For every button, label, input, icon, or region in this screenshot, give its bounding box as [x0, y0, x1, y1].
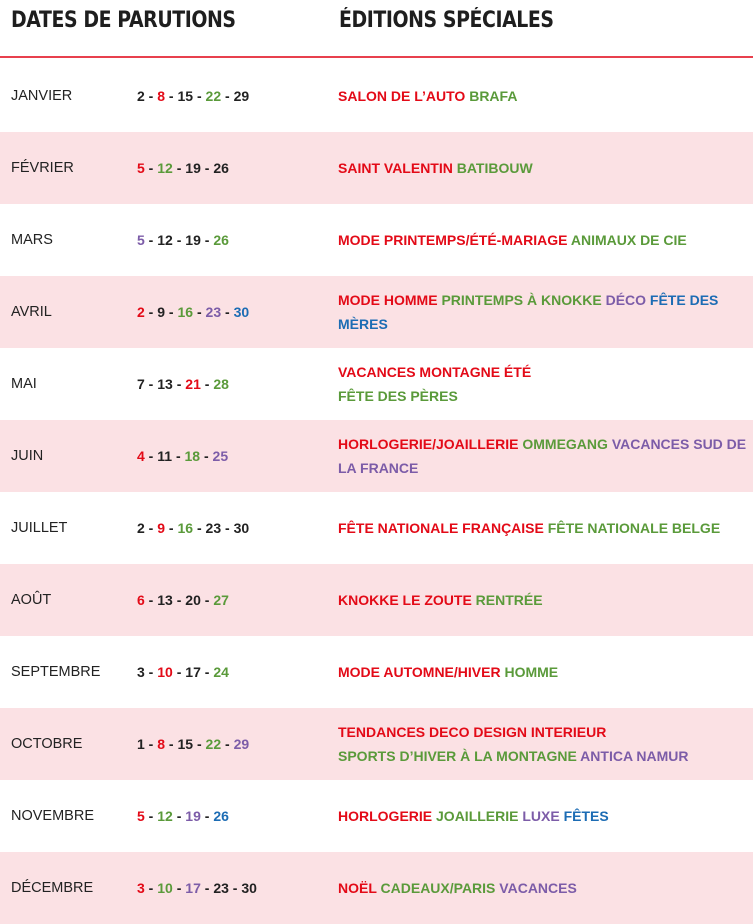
date-value: 3	[137, 664, 145, 680]
edition-label: MODE AUTOMNE/HIVER	[338, 664, 501, 680]
month-label: JUILLET	[11, 520, 68, 536]
edition-label: LUXE	[522, 808, 560, 824]
date-value: 21	[185, 376, 201, 392]
date-separator: -	[200, 808, 214, 824]
edition-label: OMMEGANG	[522, 436, 608, 452]
edition-label: FÊTE DES MÈRES	[338, 292, 719, 332]
date-value: 5	[137, 808, 145, 824]
date-separator: -	[200, 448, 213, 464]
edition-label: VACANCES MONTAGNE ÉTÉ	[338, 364, 532, 380]
edition-label: FÊTE DES PÈRES	[338, 388, 458, 404]
date-value: 29	[233, 88, 250, 104]
date-separator: -	[172, 448, 185, 464]
date-value: 5	[137, 160, 145, 176]
date-separator: -	[144, 160, 158, 176]
month-label: JUIN	[11, 448, 44, 464]
table-row	[0, 636, 753, 708]
edition-label: ANTICA NAMUR	[580, 748, 689, 764]
publication-dates	[137, 780, 229, 852]
special-editions	[338, 852, 748, 924]
edition-label: FÊTES	[563, 808, 609, 824]
date-value: 23	[205, 304, 222, 320]
month-label: AVRIL	[11, 304, 52, 320]
publication-dates	[137, 492, 249, 564]
publication-dates	[137, 276, 249, 348]
date-value: 10	[157, 880, 173, 896]
date-separator: -	[165, 88, 178, 104]
date-value: 2	[137, 88, 145, 104]
table-row	[0, 204, 753, 276]
table-row	[0, 60, 753, 132]
date-value: 4	[137, 448, 145, 464]
publication-dates	[137, 852, 257, 924]
date-separator: -	[193, 520, 206, 536]
special-editions	[338, 132, 748, 204]
date-separator: -	[172, 664, 186, 680]
date-separator: -	[221, 520, 234, 536]
date-value: 1	[137, 736, 145, 752]
date-value: 10	[157, 664, 173, 680]
date-separator: -	[144, 808, 158, 824]
month-label: OCTOBRE	[11, 736, 83, 752]
date-separator: -	[172, 160, 186, 176]
date-value: 22	[205, 736, 222, 752]
date-value: 12	[157, 232, 173, 248]
date-value: 30	[241, 880, 257, 896]
date-separator: -	[172, 376, 186, 392]
date-value: 28	[213, 376, 229, 392]
date-separator: -	[172, 880, 186, 896]
edition-label: VACANCES SUD DE LA FRANCE	[338, 436, 747, 476]
month-label: MARS	[11, 232, 53, 248]
date-separator: -	[144, 520, 158, 536]
date-separator: -	[144, 736, 158, 752]
edition-label: HORLOGERIE	[338, 808, 433, 824]
date-value: 3	[137, 880, 145, 896]
month-label: SEPTEMBRE	[11, 664, 101, 680]
date-separator: -	[193, 88, 206, 104]
edition-label: NOËL	[338, 880, 377, 896]
date-value: 15	[177, 88, 194, 104]
edition-label: MODE PRINTEMPS/ÉTÉ-MARIAGE	[338, 232, 568, 248]
date-value: 18	[184, 448, 201, 464]
date-value: 9	[157, 520, 166, 536]
special-editions	[338, 276, 748, 348]
date-separator: -	[228, 880, 242, 896]
date-separator: -	[144, 664, 158, 680]
special-editions	[338, 564, 748, 636]
edition-label: TENDANCES DECO DESIGN INTERIEUR	[338, 724, 607, 740]
date-separator: -	[144, 88, 158, 104]
date-value: 6	[137, 592, 145, 608]
month-label: AOÛT	[11, 592, 52, 608]
date-separator: -	[165, 520, 178, 536]
date-value: 12	[157, 808, 173, 824]
date-separator: -	[221, 736, 234, 752]
month-label: FÉVRIER	[11, 160, 74, 176]
edition-label: CADEAUX/PARIS	[380, 880, 496, 896]
date-separator: -	[144, 880, 158, 896]
date-value: 30	[233, 304, 250, 320]
date-value: 29	[233, 736, 250, 752]
date-separator: -	[200, 232, 214, 248]
date-value: 20	[185, 592, 201, 608]
table-header	[0, 0, 753, 58]
table-row	[0, 348, 753, 420]
month-label: NOVEMBRE	[11, 808, 94, 824]
publication-dates	[137, 348, 229, 420]
date-value: 2	[137, 304, 145, 320]
publication-dates	[137, 636, 229, 708]
edition-label: KNOKKE LE ZOUTE	[338, 592, 472, 608]
edition-label: MODE HOMME	[338, 292, 438, 308]
date-separator: -	[200, 376, 214, 392]
date-value: 30	[233, 520, 250, 536]
publication-dates	[137, 204, 229, 276]
publication-dates	[137, 132, 229, 204]
dates-column-title: DATES DE PARUTIONS	[11, 8, 236, 33]
special-editions	[338, 636, 748, 708]
date-separator: -	[165, 736, 178, 752]
table-row	[0, 708, 753, 780]
date-value: 23	[205, 520, 222, 536]
date-separator: -	[144, 376, 158, 392]
schedule-table	[0, 60, 753, 924]
date-value: 16	[177, 304, 194, 320]
month-label: MAI	[11, 376, 37, 392]
table-row	[0, 780, 753, 852]
date-value: 24	[213, 664, 229, 680]
edition-label: SPORTS D’HIVER À LA MONTAGNE	[338, 748, 577, 764]
edition-label: DÉCO	[605, 292, 647, 308]
edition-label: VACANCES	[499, 880, 577, 896]
date-value: 12	[157, 160, 173, 176]
date-value: 22	[205, 88, 222, 104]
edition-label: HORLOGERIE/JOAILLERIE	[338, 436, 519, 452]
special-editions	[338, 204, 748, 276]
date-value: 9	[157, 304, 166, 320]
date-separator: -	[172, 808, 186, 824]
date-value: 8	[157, 88, 166, 104]
edition-label: ANIMAUX DE CIE	[570, 232, 687, 248]
table-row	[0, 492, 753, 564]
edition-label: SALON DE L’AUTO	[338, 88, 466, 104]
special-editions	[338, 708, 748, 780]
date-value: 26	[213, 808, 229, 824]
date-separator: -	[165, 304, 178, 320]
table-row	[0, 132, 753, 204]
date-value: 25	[212, 448, 229, 464]
edition-label: BRAFA	[469, 88, 518, 104]
special-editions	[338, 420, 748, 492]
publication-dates	[137, 60, 249, 132]
publication-dates	[137, 708, 249, 780]
date-separator: -	[200, 664, 214, 680]
edition-label: SAINT VALENTIN	[338, 160, 453, 176]
date-value: 16	[177, 520, 194, 536]
date-value: 26	[213, 232, 229, 248]
date-value: 23	[213, 880, 229, 896]
edition-label: PRINTEMPS À KNOKKE	[441, 292, 602, 308]
date-separator: -	[221, 304, 234, 320]
date-value: 17	[185, 880, 201, 896]
date-value: 15	[177, 736, 194, 752]
date-separator: -	[200, 160, 214, 176]
month-label: JANVIER	[11, 88, 73, 104]
date-value: 13	[157, 376, 173, 392]
date-separator: -	[200, 592, 214, 608]
edition-label: HOMME	[504, 664, 559, 680]
date-value: 19	[185, 160, 201, 176]
date-separator: -	[193, 304, 206, 320]
special-editions	[338, 348, 748, 420]
date-value: 19	[185, 232, 201, 248]
edition-label: FÊTE NATIONALE BELGE	[547, 520, 721, 536]
publication-dates	[137, 420, 228, 492]
date-value: 19	[185, 808, 201, 824]
edition-label: RENTRÉE	[475, 592, 543, 608]
date-value: 2	[137, 520, 145, 536]
date-value: 27	[213, 592, 229, 608]
special-editions	[338, 780, 748, 852]
date-separator: -	[172, 232, 186, 248]
edition-label: FÊTE NATIONALE FRANÇAISE	[338, 520, 544, 536]
date-value: 5	[137, 232, 145, 248]
date-value: 17	[185, 664, 201, 680]
date-separator: -	[200, 880, 214, 896]
date-value: 8	[157, 736, 166, 752]
date-value: 7	[137, 376, 145, 392]
special-editions	[338, 60, 748, 132]
date-separator: -	[193, 736, 206, 752]
special-editions	[338, 492, 748, 564]
publication-dates	[137, 564, 229, 636]
date-separator: -	[172, 592, 186, 608]
table-row	[0, 420, 753, 492]
date-separator: -	[144, 448, 158, 464]
date-separator: -	[221, 88, 234, 104]
date-separator: -	[144, 592, 158, 608]
date-separator: -	[144, 232, 158, 248]
date-value: 13	[157, 592, 173, 608]
table-row	[0, 276, 753, 348]
month-label: DÉCEMBRE	[11, 880, 94, 896]
date-separator: -	[144, 304, 158, 320]
date-value: 11	[157, 448, 173, 464]
table-row	[0, 564, 753, 636]
date-value: 26	[213, 160, 229, 176]
edition-label: JOAILLERIE	[436, 808, 519, 824]
editions-column-title: ÉDITIONS SPÉCIALES	[339, 8, 554, 33]
edition-label: BATIBOUW	[456, 160, 533, 176]
table-row	[0, 852, 753, 924]
